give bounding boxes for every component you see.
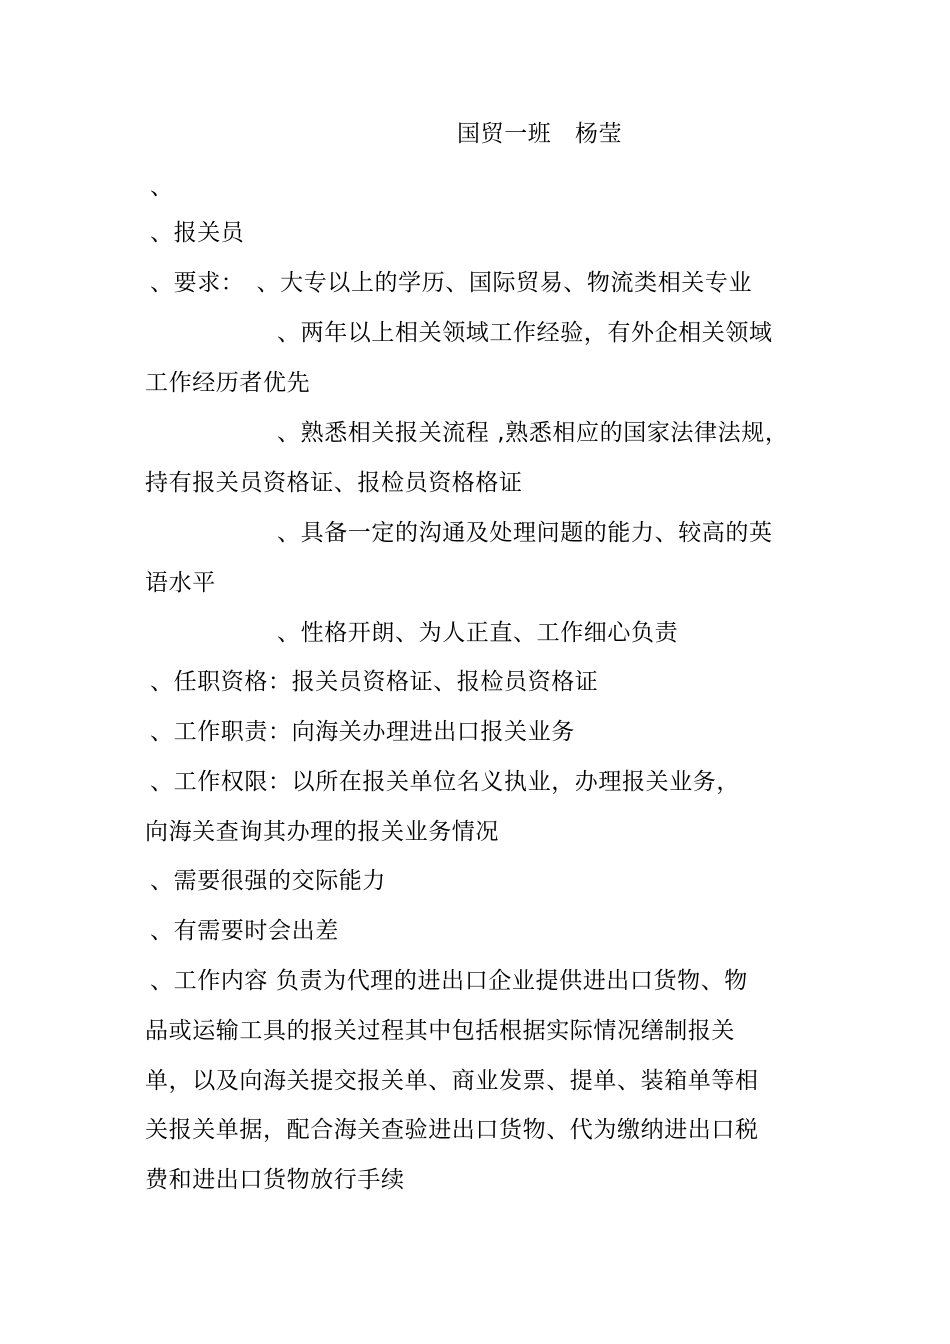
text-line-work-content: 、工作内容 负责为代理的进出口企业提供进出口货物、物 [150,968,748,994]
text-line-travel: 、有需要时会出差 [150,918,339,944]
text-line-position: 、报关员 [150,220,245,246]
text-line-bullet: 、 [150,174,174,200]
text-line-work-content-cont-3: 关报关单据，配合海关查验进出口货物、代为缴纳进出口税 [145,1117,759,1143]
text-line-work-content-cont-2: 单，以及向海关提交报关单、商业发票、提单、装箱单等相 [145,1068,759,1094]
text-line-authority-cont: 向海关查询其办理的报关业务情况 [145,819,499,845]
text-line-requirements: 、要求： 、大专以上的学历、国际贸易、物流类相关专业 [150,270,753,296]
document-header: 国贸一班 杨莹 [457,121,623,147]
text-line-communication-cont: 语水平 [145,570,216,596]
text-line-experience: 、两年以上相关领域工作经验，有外企相关领域 [277,320,773,346]
text-line-duties: 、工作职责：向海关办理进出口报关业务 [150,719,575,745]
text-line-qualifications: 、任职资格：报关员资格证、报检员资格证 [150,669,599,695]
text-line-procedures: 、熟悉相关报关流程 ,熟悉相应的国家法律法规， [277,420,789,446]
text-line-authority: 、工作权限：以所在报关单位名义执业，办理报关业务， [150,769,740,795]
text-line-social-skills: 、需要很强的交际能力 [150,868,386,894]
text-line-communication: 、具备一定的沟通及处理问题的能力、较高的英 [277,520,773,546]
text-line-personality: 、性格开朗、为人正直、工作细心负责 [277,620,679,646]
text-line-procedures-cont: 持有报关员资格证、报检员资格格证 [145,470,523,496]
text-line-work-content-cont-1: 品或运输工具的报关过程其中包括根据实际情况缮制报关 [145,1018,735,1044]
text-line-experience-cont: 工作经历者优先 [145,370,311,396]
text-line-work-content-cont-4: 费和进出口货物放行手续 [145,1167,405,1193]
